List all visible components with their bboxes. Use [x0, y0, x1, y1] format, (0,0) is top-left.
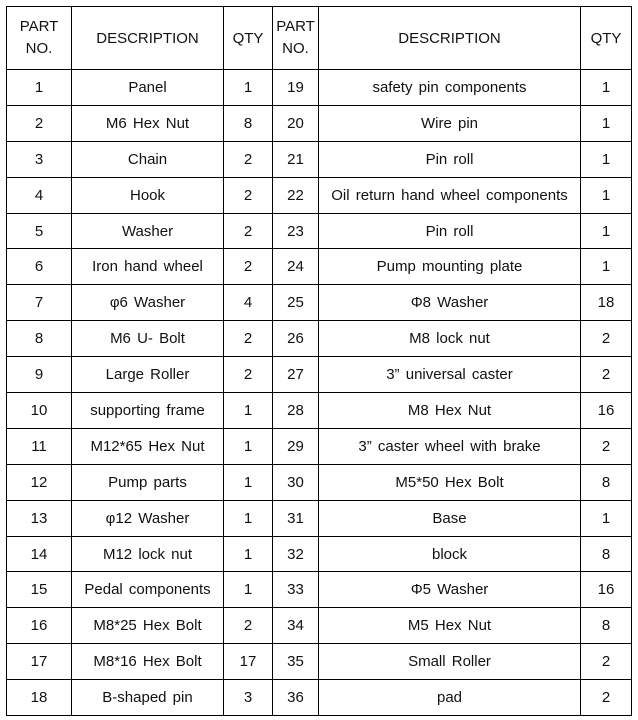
header-description-left: DESCRIPTION — [72, 7, 224, 70]
part-number-cell: 1 — [7, 70, 72, 106]
part-number-cell: 19 — [273, 70, 319, 106]
header-description-right: DESCRIPTION — [319, 7, 581, 70]
part-number-cell: 32 — [273, 536, 319, 572]
header-part-no-right — [273, 7, 319, 70]
table-row — [7, 680, 632, 716]
part-number-cell: 17 — [7, 644, 72, 680]
table-row — [7, 285, 632, 321]
part-number-cell: 22 — [273, 177, 319, 213]
part-number-cell: 30 — [273, 464, 319, 500]
description-cell: φ12 Washer — [72, 500, 224, 536]
quantity-cell: 1 — [581, 177, 632, 213]
description-cell: M12 lock nut — [72, 536, 224, 572]
quantity-cell: 3 — [224, 680, 273, 716]
description-cell: Panel — [72, 70, 224, 106]
header-row — [7, 7, 632, 70]
quantity-cell: 18 — [581, 285, 632, 321]
description-cell: Base — [319, 500, 581, 536]
part-number-cell: 6 — [7, 249, 72, 285]
quantity-cell: 2 — [224, 357, 273, 393]
part-number-cell: 36 — [273, 680, 319, 716]
part-number-cell: 5 — [7, 213, 72, 249]
part-number-cell: 11 — [7, 428, 72, 464]
table-row — [7, 213, 632, 249]
description-cell: Large Roller — [72, 357, 224, 393]
table-row — [7, 321, 632, 357]
quantity-cell: 1 — [224, 500, 273, 536]
part-number-cell: 15 — [7, 572, 72, 608]
part-number-cell: 21 — [273, 141, 319, 177]
quantity-cell: 1 — [581, 70, 632, 106]
description-cell: Chain — [72, 141, 224, 177]
description-cell: M5 Hex Nut — [319, 608, 581, 644]
description-cell: Small Roller — [319, 644, 581, 680]
description-cell: Pedal components — [72, 572, 224, 608]
part-number-cell: 8 — [7, 321, 72, 357]
quantity-cell: 8 — [581, 464, 632, 500]
table-row — [7, 249, 632, 285]
quantity-cell: 1 — [581, 500, 632, 536]
quantity-cell: 1 — [224, 464, 273, 500]
part-number-cell: 31 — [273, 500, 319, 536]
part-number-cell: 24 — [273, 249, 319, 285]
quantity-cell: 1 — [224, 572, 273, 608]
description-cell: M5*50 Hex Bolt — [319, 464, 581, 500]
quantity-cell: 4 — [224, 285, 273, 321]
table-row — [7, 644, 632, 680]
description-cell: Washer — [72, 213, 224, 249]
quantity-cell: 2 — [224, 608, 273, 644]
description-cell: safety pin components — [319, 70, 581, 106]
part-number-cell: 25 — [273, 285, 319, 321]
quantity-cell: 2 — [224, 141, 273, 177]
quantity-cell: 8 — [581, 608, 632, 644]
description-cell: M6 Hex Nut — [72, 105, 224, 141]
part-number-cell: 2 — [7, 105, 72, 141]
table-row — [7, 500, 632, 536]
description-cell: M8 Hex Nut — [319, 393, 581, 429]
part-number-cell: 14 — [7, 536, 72, 572]
part-number-cell: 27 — [273, 357, 319, 393]
quantity-cell: 8 — [581, 536, 632, 572]
table-row — [7, 572, 632, 608]
table-row — [7, 608, 632, 644]
quantity-cell: 2 — [581, 644, 632, 680]
part-number-cell: 33 — [273, 572, 319, 608]
part-number-cell: 26 — [273, 321, 319, 357]
header-no-label: NO. — [282, 40, 309, 57]
description-cell: Iron hand wheel — [72, 249, 224, 285]
quantity-cell: 2 — [224, 177, 273, 213]
description-cell: Φ5 Washer — [319, 572, 581, 608]
description-cell: block — [319, 536, 581, 572]
quantity-cell: 16 — [581, 393, 632, 429]
part-number-cell: 10 — [7, 393, 72, 429]
description-cell: Pin roll — [319, 141, 581, 177]
description-cell: 3” caster wheel with brake — [319, 428, 581, 464]
table-row — [7, 177, 632, 213]
quantity-cell: 1 — [224, 428, 273, 464]
parts-table-body — [7, 70, 632, 716]
description-cell: supporting frame — [72, 393, 224, 429]
parts-list-table — [6, 6, 632, 716]
description-cell: Hook — [72, 177, 224, 213]
table-row — [7, 141, 632, 177]
part-number-cell: 28 — [273, 393, 319, 429]
description-cell: Pin roll — [319, 213, 581, 249]
part-number-cell: 29 — [273, 428, 319, 464]
header-no-label: NO. — [25, 40, 53, 57]
description-cell: Wire pin — [319, 105, 581, 141]
quantity-cell: 1 — [581, 105, 632, 141]
quantity-cell: 1 — [224, 393, 273, 429]
description-cell: φ6 Washer — [72, 285, 224, 321]
quantity-cell: 8 — [224, 105, 273, 141]
part-number-cell: 16 — [7, 608, 72, 644]
part-number-cell: 34 — [273, 608, 319, 644]
quantity-cell: 1 — [224, 70, 273, 106]
part-number-cell: 7 — [7, 285, 72, 321]
header-qty-right: QTY — [581, 7, 632, 70]
quantity-cell: 1 — [581, 213, 632, 249]
quantity-cell: 2 — [581, 428, 632, 464]
quantity-cell: 16 — [581, 572, 632, 608]
table-row — [7, 393, 632, 429]
quantity-cell: 2 — [224, 249, 273, 285]
part-number-cell: 23 — [273, 213, 319, 249]
quantity-cell: 1 — [224, 536, 273, 572]
part-number-cell: 13 — [7, 500, 72, 536]
description-cell: Pump parts — [72, 464, 224, 500]
header-part-label: PART — [19, 18, 59, 35]
table-row — [7, 70, 632, 106]
description-cell: 3” universal caster — [319, 357, 581, 393]
description-cell: M8 lock nut — [319, 321, 581, 357]
quantity-cell: 1 — [581, 141, 632, 177]
description-cell: M6 U- Bolt — [72, 321, 224, 357]
description-cell: M8*16 Hex Bolt — [72, 644, 224, 680]
table-row — [7, 428, 632, 464]
part-number-cell: 3 — [7, 141, 72, 177]
part-number-cell: 4 — [7, 177, 72, 213]
table-row — [7, 536, 632, 572]
quantity-cell: 17 — [224, 644, 273, 680]
description-cell: Φ8 Washer — [319, 285, 581, 321]
description-cell: M12*65 Hex Nut — [72, 428, 224, 464]
table-row — [7, 105, 632, 141]
part-number-cell: 12 — [7, 464, 72, 500]
quantity-cell: 2 — [581, 680, 632, 716]
table-row — [7, 357, 632, 393]
header-part-label: PART — [276, 18, 315, 35]
description-cell: B-shaped pin — [72, 680, 224, 716]
quantity-cell: 2 — [224, 213, 273, 249]
quantity-cell: 2 — [224, 321, 273, 357]
description-cell: M8*25 Hex Bolt — [72, 608, 224, 644]
description-cell: pad — [319, 680, 581, 716]
table-row — [7, 464, 632, 500]
part-number-cell: 18 — [7, 680, 72, 716]
header-qty-left: QTY — [224, 7, 273, 70]
quantity-cell: 2 — [581, 321, 632, 357]
description-cell: Oil return hand wheel components — [319, 177, 581, 213]
part-number-cell: 35 — [273, 644, 319, 680]
header-part-no-left — [7, 7, 72, 70]
description-cell: Pump mounting plate — [319, 249, 581, 285]
quantity-cell: 2 — [581, 357, 632, 393]
quantity-cell: 1 — [581, 249, 632, 285]
part-number-cell: 20 — [273, 105, 319, 141]
part-number-cell: 9 — [7, 357, 72, 393]
